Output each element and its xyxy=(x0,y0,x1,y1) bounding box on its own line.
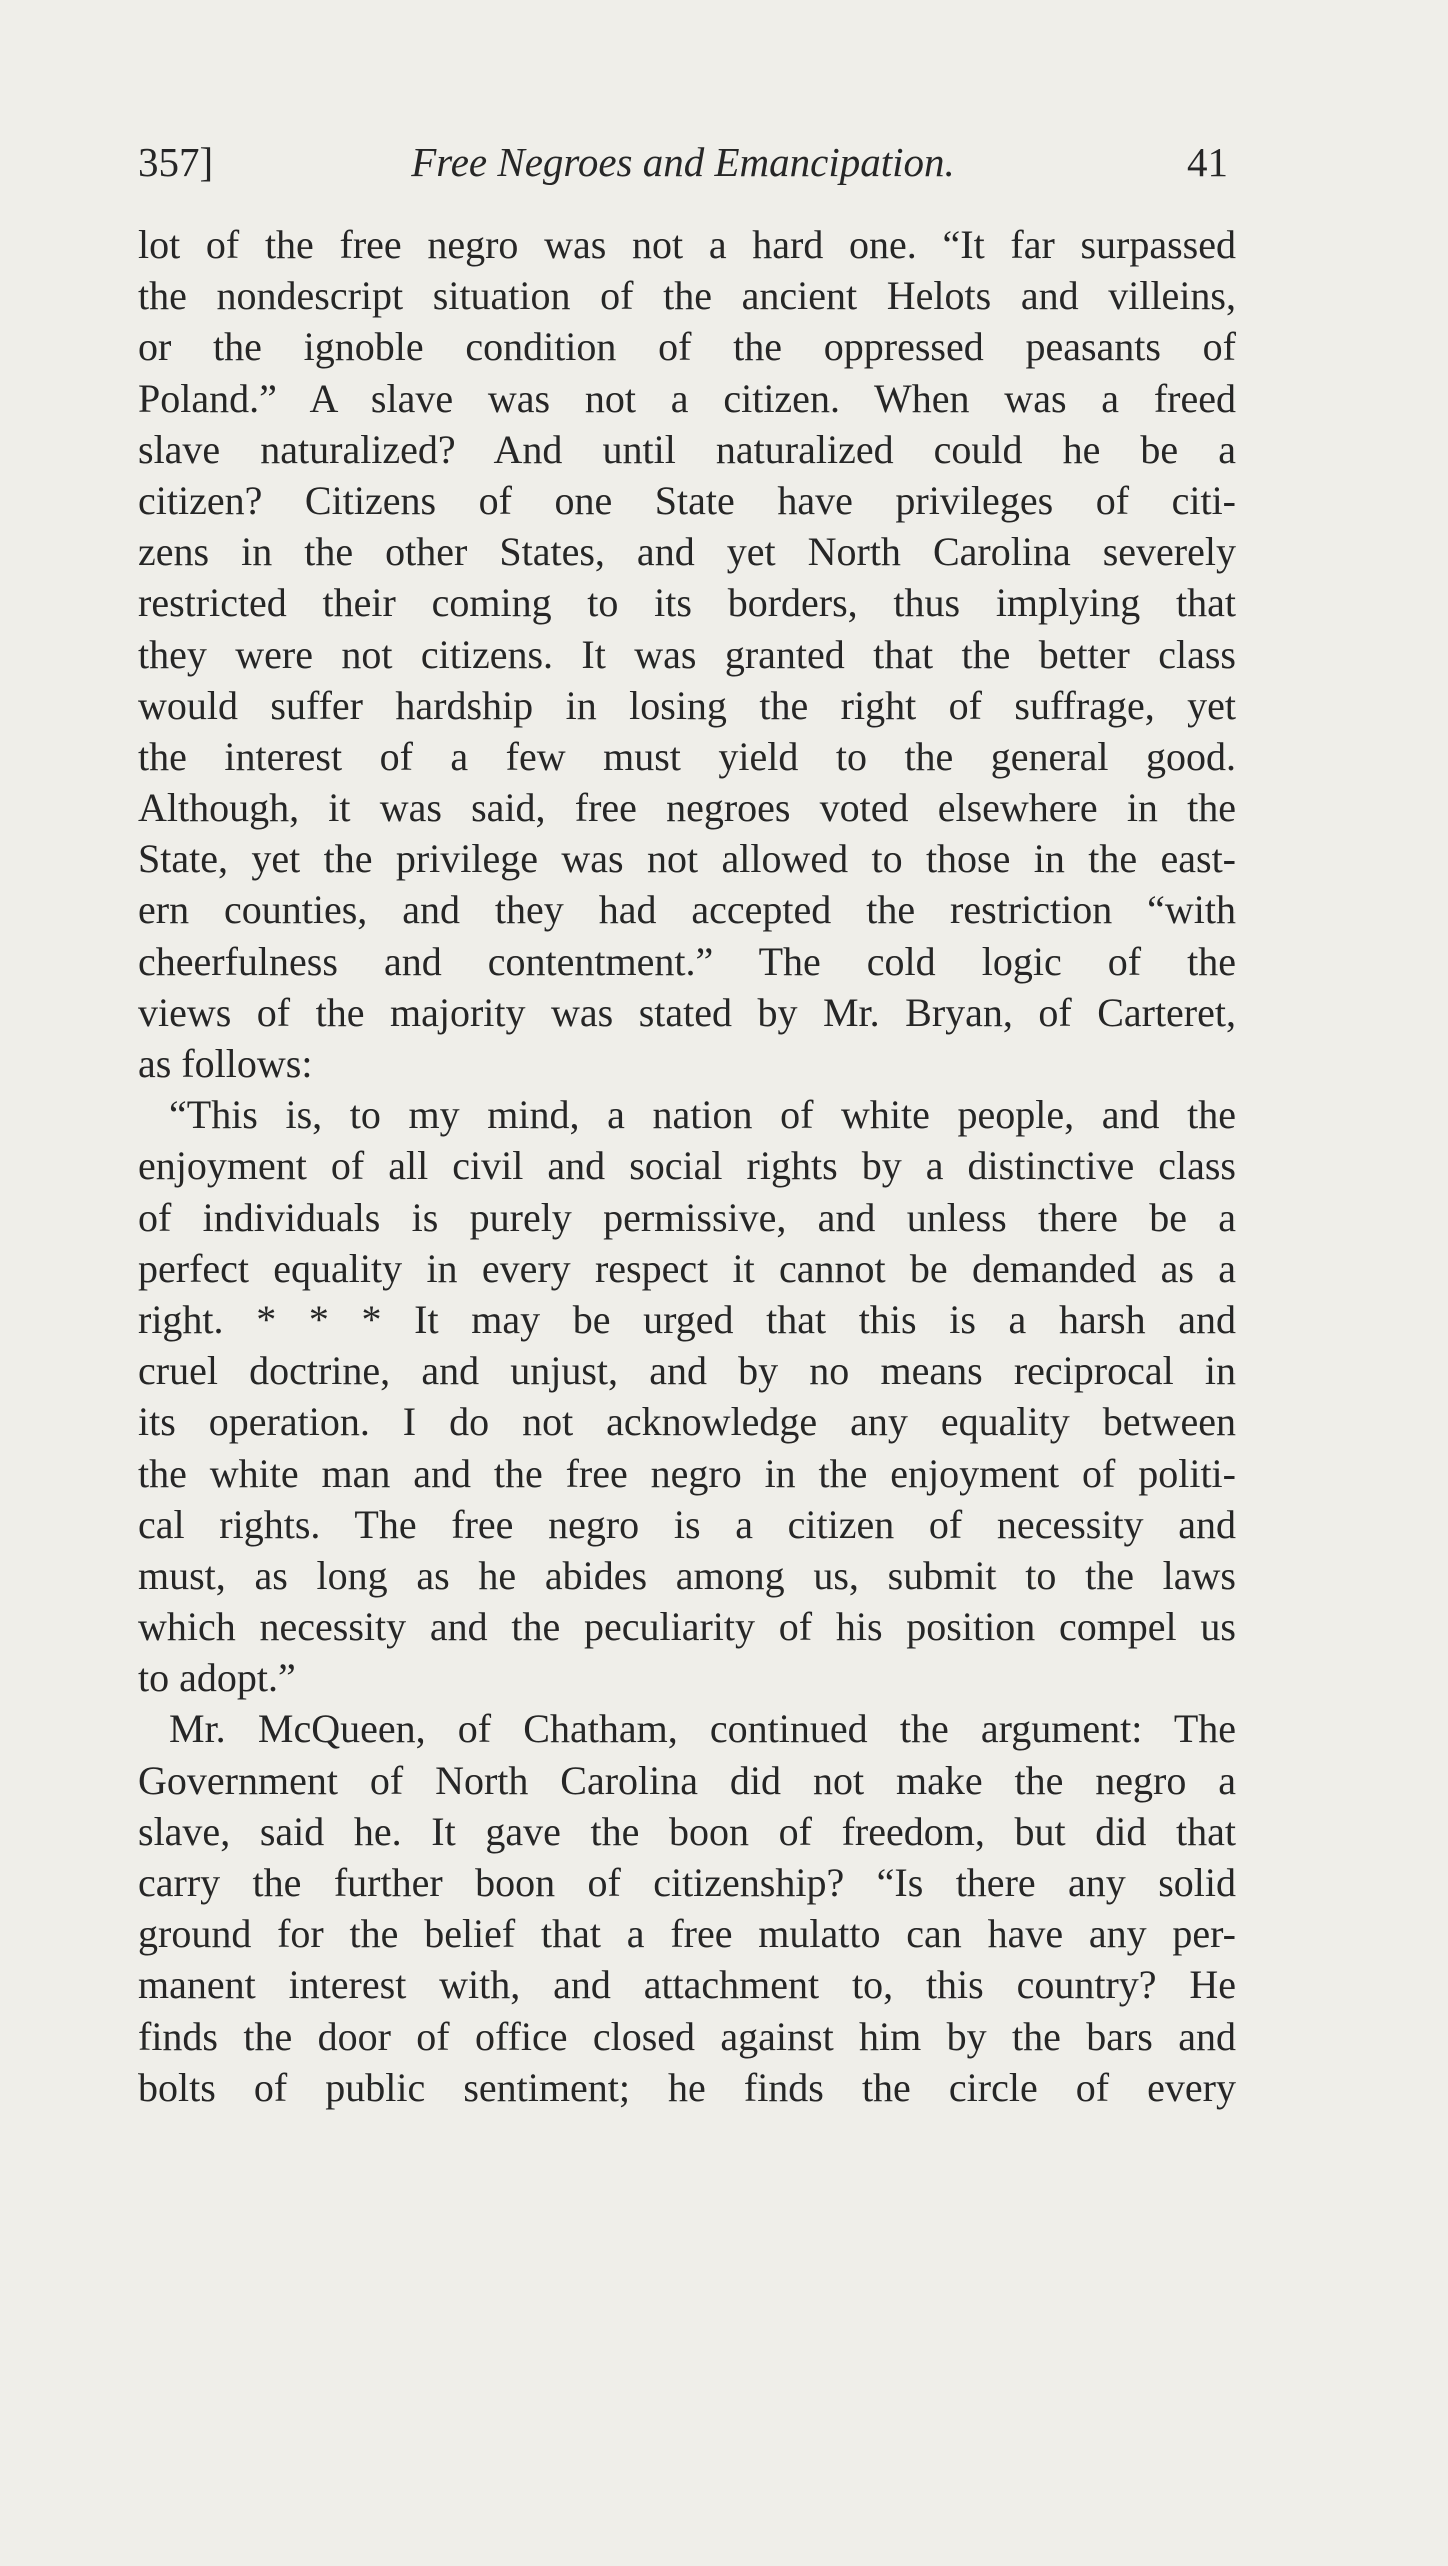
quote-line: the white man and the free negro in the enjoyment of politi- xyxy=(138,1450,1236,1496)
text-line: they were not citizens. It was granted that the better class xyxy=(138,631,1236,677)
text-line: ground for the belief that a free mulatto can have any per- xyxy=(138,1911,1236,1957)
text-line: Government of North Carolina did not make the negro a xyxy=(138,1757,1236,1803)
quote-line: perfect equality in every respect it cannot be demanded as a xyxy=(138,1245,1236,1291)
text-line: slave, said he. It gave the boon of freedom, but did that xyxy=(138,1808,1236,1854)
text-line: bolts of public sentiment; he finds the circle of every xyxy=(138,2064,1236,2110)
quote-line: to adopt.” xyxy=(138,1655,296,1701)
quote-line: cal rights. The free negro is a citizen of necessity and xyxy=(138,1501,1236,1547)
quote-line: “This is, to my mind, a nation of white people, and the xyxy=(169,1092,1236,1138)
text-line: Mr. McQueen, of Chatham, continued the argument: The xyxy=(169,1706,1236,1752)
quote-line: enjoyment of all civil and social rights by a distinctive class xyxy=(138,1143,1236,1189)
page-number: 41 xyxy=(1187,139,1228,185)
text-line: ern counties, and they had accepted the restriction “with xyxy=(138,887,1236,933)
text-line: slave naturalized? And until naturalized could he be a xyxy=(138,426,1236,472)
quote-line: of individuals is purely permissive, and unless there be a xyxy=(138,1194,1236,1240)
running-header xyxy=(138,132,1228,192)
text-line: the interest of a few must yield to the general good. xyxy=(138,733,1236,779)
text-line: zens in the other States, and yet North Carolina severely xyxy=(138,529,1236,575)
text-line: the nondescript situation of the ancient Helots and villeins, xyxy=(138,273,1236,319)
text-line: carry the further boon of citizenship? “Is there any solid xyxy=(138,1860,1236,1905)
running-title: Free Negroes and Emancipation. xyxy=(411,139,955,185)
text-line: Poland.” A slave was not a citizen. When was a freed xyxy=(138,375,1236,421)
text-line: views of the majority was stated by Mr. Bryan, of Carteret, xyxy=(138,989,1236,1035)
text-line: lot of the free negro was not a hard one. “It far surpassed xyxy=(138,222,1236,267)
text-line: Although, it was said, free negroes voted elsewhere in the xyxy=(138,785,1236,831)
quote-line: its operation. I do not acknowledge any equality between xyxy=(138,1399,1236,1445)
quote-line: must, as long as he abides among us, submit to the laws xyxy=(138,1552,1236,1598)
text-line: restricted their coming to its borders, thus implying that xyxy=(138,580,1236,626)
text-line: citizen? Citizens of one State have privileges of citi- xyxy=(138,477,1236,523)
text-line: cheerfulness and contentment.” The cold logic of the xyxy=(138,938,1236,984)
text-line: as follows: xyxy=(138,1041,313,1086)
text-line: finds the door of office closed against him by the bars and xyxy=(138,2013,1236,2059)
quote-line: which necessity and the peculiarity of his position compel us xyxy=(138,1604,1236,1650)
quote-line: cruel doctrine, and unjust, and by no means reciprocal in xyxy=(138,1348,1236,1394)
chapter-page-reference: 357] xyxy=(138,139,214,185)
text-line: State, yet the privilege was not allowed to those in the east- xyxy=(138,836,1236,882)
text-line: would suffer hardship in losing the right of suffrage, yet xyxy=(138,682,1236,728)
quote-line: right. * * * It may be urged that this is a harsh and xyxy=(138,1296,1236,1342)
text-line: or the ignoble condition of the oppressed peasants of xyxy=(138,324,1236,370)
body-text xyxy=(138,219,1236,2113)
text-line: manent interest with, and attachment to, this country? He xyxy=(138,1962,1236,2008)
